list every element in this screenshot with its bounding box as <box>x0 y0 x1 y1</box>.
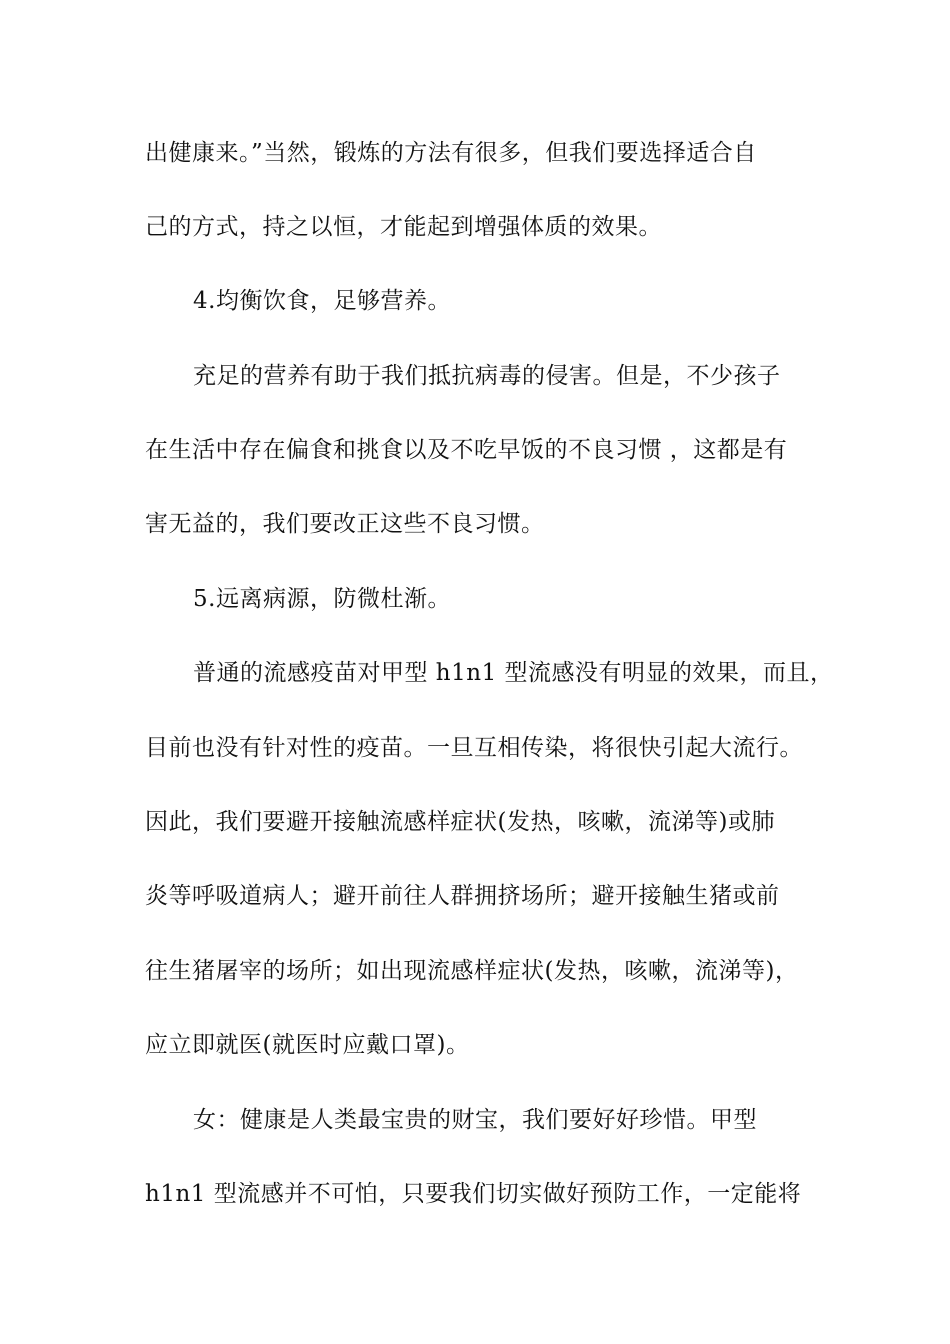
paragraph-line: 女：健康是人类最宝贵的财宝，我们要好好珍惜。甲型 <box>193 1107 757 1133</box>
paragraph-line: 充足的营养有助于我们抵抗病毒的侵害。但是，不少孩子 <box>193 363 781 389</box>
paragraph-line: 普通的流感疫苗对甲型 h1n1 型流感没有明显的效果，而且， <box>193 660 834 686</box>
paragraph-line: 炎等呼吸道病人；避开前往人群拥挤场所；避开接触生猪或前 <box>145 883 780 909</box>
paragraph-line: 目前也没有针对性的疫苗。一旦互相传染，将很快引起大流行。 <box>145 735 803 761</box>
paragraph-line: 因此，我们要避开接触流感样症状(发热，咳嗽，流涕等)或肺 <box>145 809 775 835</box>
paragraph-line: 在生活中存在偏食和挑食以及不吃早饭的不良习惯 ，这都是有 <box>145 437 788 463</box>
paragraph-line: h1n1 型流感并不可怕，只要我们切实做好预防工作，一定能将 <box>145 1181 802 1207</box>
paragraph-line: 出健康来。”当然，锻炼的方法有很多，但我们要选择适合自 <box>145 140 757 166</box>
paragraph-line: 己的方式，持之以恒，才能起到增强体质的效果。 <box>145 214 662 240</box>
section-heading: 4.均衡饮食，足够营养。 <box>193 288 451 314</box>
section-heading: 5.远离病源，防微杜渐。 <box>193 586 451 612</box>
paragraph-line: 害无益的，我们要改正这些不良习惯。 <box>145 511 545 537</box>
paragraph-line: 应立即就医(就医时应戴口罩)。 <box>145 1032 470 1058</box>
paragraph-line: 往生猪屠宰的场所；如出现流感样症状(发热，咳嗽，流涕等)， <box>145 958 799 984</box>
